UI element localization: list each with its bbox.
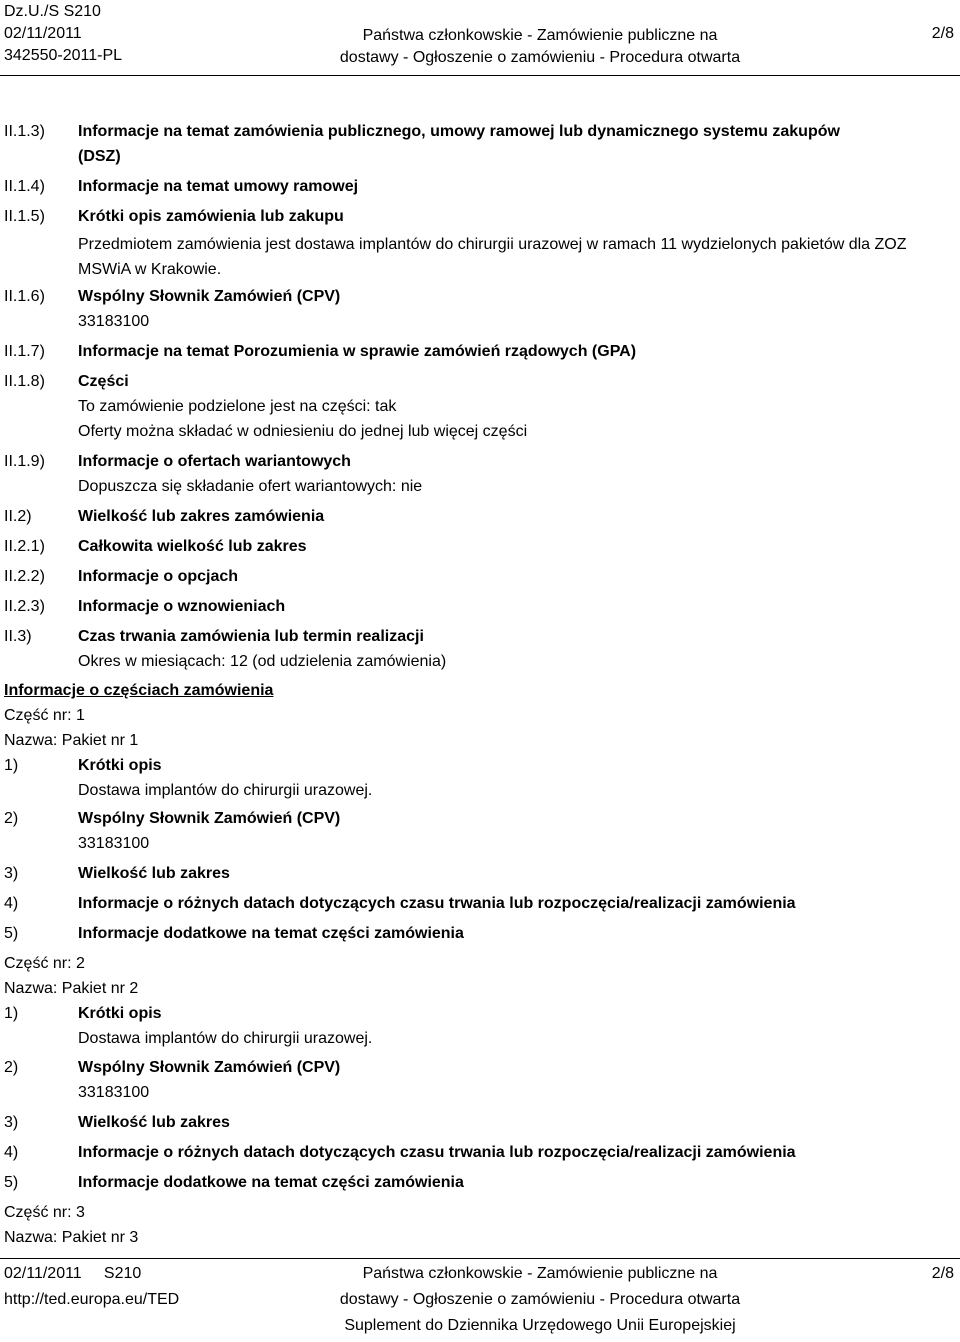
footer-line3: Suplement do Dziennika Urzędowego Unii Europejskiej — [344, 1317, 736, 1334]
section-title: Informacje o ofertach wariantowych — [78, 453, 351, 470]
section-title: Krótki opis zamówienia lub zakupu — [78, 208, 344, 225]
notice-ref: 342550-2011-PL — [4, 47, 123, 64]
cpv-code: 33183100 — [78, 835, 150, 852]
section-number: II.2.2) — [4, 568, 45, 585]
section-title: Wspólny Słownik Zamówień (CPV) — [78, 288, 341, 305]
part-name: Nazwa: Pakiet nr 2 — [4, 980, 139, 997]
section-number: II.2.1) — [4, 538, 45, 555]
header-title — [300, 26, 780, 70]
section-text: To zamówienie podzielone jest na części: tak — [78, 398, 397, 415]
section-number: II.1.9) — [4, 453, 45, 470]
item-number: 4) — [4, 895, 19, 912]
section-number: II.1.3) — [4, 123, 45, 140]
footer-left — [4, 1264, 179, 1316]
footer-center — [300, 1264, 780, 1342]
section-text: Okres w miesiącach: 12 (od udzielenia zamówienia) — [78, 653, 447, 670]
item-title: Krótki opis — [78, 1005, 162, 1022]
item-number: 3) — [4, 1114, 19, 1131]
item-text: Dostawa implantów do chirurgii urazowej. — [78, 1030, 373, 1047]
section-title: Informacje na temat umowy ramowej — [78, 178, 359, 195]
item-title: Wspólny Słownik Zamówień (CPV) — [78, 810, 341, 827]
item-text: Dostawa implantów do chirurgii urazowej. — [78, 782, 373, 799]
section-title-cont: (DSZ) — [78, 148, 121, 165]
item-title: Informacje o różnych datach dotyczących czasu trwania lub rozpoczęcia/realizacji zamówienia — [78, 1144, 796, 1161]
cpv-code: 33183100 — [78, 1084, 150, 1101]
part-number: Część nr: 2 — [4, 955, 85, 972]
section-text: Dopuszcza się składanie ofert wariantowych: nie — [78, 478, 423, 495]
part-name: Nazwa: Pakiet nr 3 — [4, 1229, 139, 1246]
item-number: 1) — [4, 1005, 19, 1022]
section-title: Czas trwania zamówienia lub termin realizacji — [78, 628, 424, 645]
item-title: Informacje o różnych datach dotyczących czasu trwania lub rozpoczęcia/realizacji zamówienia — [78, 895, 796, 912]
footer-date-issue: 02/11/2011 S210 — [4, 1265, 142, 1282]
item-number: 5) — [4, 1174, 19, 1191]
item-title: Informacje dodatkowe na temat części zamówienia — [78, 925, 464, 942]
item-number: 4) — [4, 1144, 19, 1161]
section-title: Informacje na temat zamówienia publicznego, umowy ramowej lub dynamicznego systemu zakupów — [78, 123, 840, 140]
header-title-line1: Państwa członkowskie - Zamówienie publiczne na — [362, 27, 718, 44]
part-1-header — [4, 706, 138, 756]
item-title: Krótki opis — [78, 757, 162, 774]
section-title: Informacje o wznowieniach — [78, 598, 286, 615]
item-title: Informacje dodatkowe na temat części zamówienia — [78, 1174, 464, 1191]
section-number: II.1.8) — [4, 373, 45, 390]
part-number: Część nr: 3 — [4, 1204, 85, 1221]
section-text: Przedmiotem zamówienia jest dostawa implantów do chirurgii urazowej w ramach 11 wydzielonych pakietów dla ZOZ MSWiA w Krakowie. — [78, 236, 907, 278]
footer-url-link[interactable]: http://ted.europa.eu/TED — [4, 1291, 180, 1308]
item-number: 2) — [4, 810, 19, 827]
section-number: II.1.4) — [4, 178, 45, 195]
section-title: Części — [78, 373, 129, 390]
section-title: Informacje o opcjach — [78, 568, 239, 585]
section-number: II.1.6) — [4, 288, 45, 305]
item-title: Wielkość lub zakres — [78, 1114, 230, 1131]
parts-heading-text: Informacje o częściach zamówienia — [4, 682, 274, 699]
cpv-code: 33183100 — [78, 313, 150, 330]
section-number: II.3) — [4, 628, 32, 645]
item-number: 5) — [4, 925, 19, 942]
footer-divider — [0, 1258, 960, 1259]
footer-line2: dostawy - Ogłoszenie o zamówieniu - Procedura otwarta — [339, 1291, 741, 1308]
item-title: Wspólny Słownik Zamówień (CPV) — [78, 1059, 341, 1076]
part-2-header — [4, 954, 138, 1004]
item-title: Wielkość lub zakres — [78, 865, 230, 882]
item-number: 1) — [4, 757, 19, 774]
header-divider — [0, 75, 960, 76]
section-text: Oferty można składać w odniesieniu do jednej lub więcej części — [78, 423, 528, 440]
section-title: Całkowita wielkość lub zakres — [78, 538, 307, 555]
part-number: Część nr: 1 — [4, 707, 85, 724]
section-number: II.2) — [4, 508, 32, 525]
item-number: 3) — [4, 865, 19, 882]
header-left — [4, 2, 122, 68]
footer-line1: Państwa członkowskie - Zamówienie publiczne na — [362, 1265, 718, 1282]
header-page-number: 2/8 — [931, 25, 954, 42]
header-title-line2: dostawy - Ogłoszenie o zamówieniu - Procedura otwarta — [339, 49, 741, 66]
part-name: Nazwa: Pakiet nr 1 — [4, 732, 139, 749]
journal-ref: Dz.U./S S210 — [4, 3, 101, 20]
section-title: Wielkość lub zakres zamówienia — [78, 508, 325, 525]
parts-heading — [4, 681, 273, 706]
issue-date: 02/11/2011 — [4, 25, 82, 42]
section-number: II.1.5) — [4, 208, 45, 225]
item-number: 2) — [4, 1059, 19, 1076]
section-title: Informacje na temat Porozumienia w sprawie zamówień rządowych (GPA) — [78, 343, 637, 360]
footer-page-number: 2/8 — [931, 1265, 954, 1282]
section-number: II.2.3) — [4, 598, 45, 615]
section-number: II.1.7) — [4, 343, 45, 360]
part-3-header — [4, 1203, 138, 1253]
